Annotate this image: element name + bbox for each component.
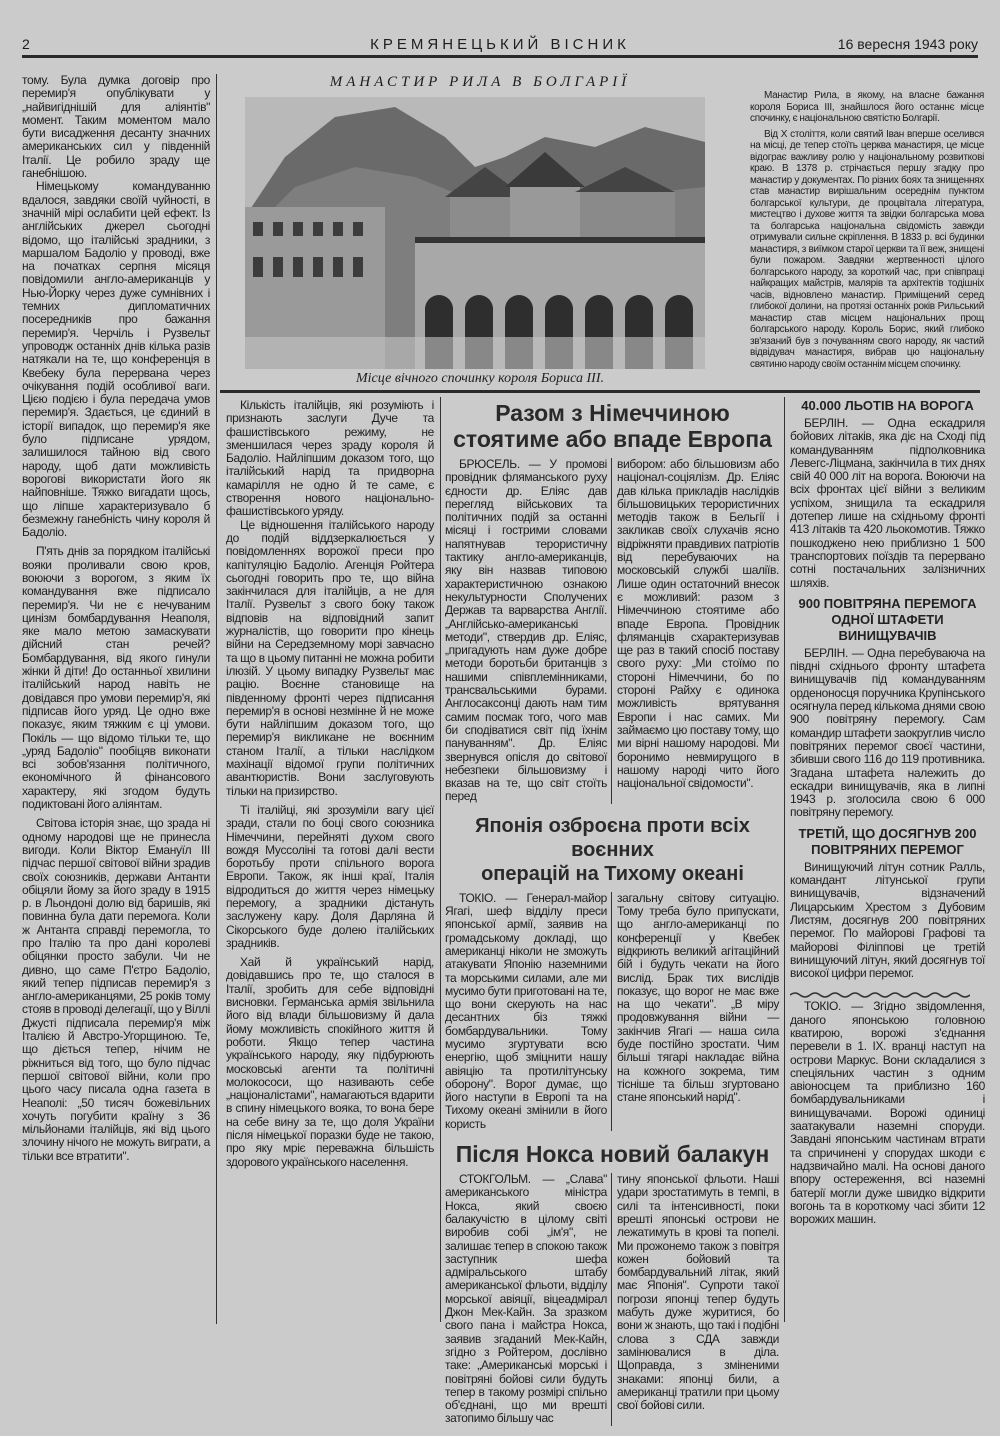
news-headline: ТРЕТІЙ, ЩО ДОСЯГНУВ 200 ПОВІТРЯНИХ ПЕРЕМОГ — [798, 825, 977, 857]
news-block — [790, 596, 985, 820]
column-divider — [784, 397, 785, 1322]
paragraph: Хай й український нарід, довідавшись про те, що сталося в Італії, зробить для себе відповідні висновки. Германська армія звільнила його від влади більшовизму й дала йому можливість спокійного життя й роботи. Якщо тепер частина українського народу, яку підбурюють московські агенти та політичні молокососи, що називають себе „націоналістами", намагаються вдарити в спину німецького вояка, то вона бере на себе вину за те, що доля України після німецької поразки буде не такою, про яку мріє переважна більшість здорового українського населення. — [226, 955, 434, 1169]
article-column — [611, 458, 779, 804]
paragraph: БРЮСЕЛЬ. — У промові провідник фляманського руху єдности др. Еліяс дав перегляд військових та політичних подій за останні місяці і гострими словами напятнував терористичну тактику англо-американців, яку він назвав типовою характеристичною ознакою некультурности Сполучених Держав та варварства Англії. „Англійсько-американські методи", ствердив др. Еліяс, „пригадують нам дуже добре методи боротьби британців з нашими співплемінниками, трансвальськими бурами. Англосаксонці дають нам тим самим посмак того, чого мав би сподіватися світ під їхнім пануванням". Др. Еліяс звернувся опісля до світової небезпеки більшовизму і вказав на те, що світ стоїть перед — [445, 457, 607, 804]
column-divider — [216, 74, 217, 1324]
headline-line: Японія озброєна проти всіх воєнних — [475, 814, 750, 861]
issue-date: 16 вересня 1943 року — [837, 36, 978, 52]
photo-title: МАНАСТИР РИЛА В БОЛГАРІЇ — [329, 74, 631, 90]
article-headline: Після Нокса новий балакун — [455, 1141, 770, 1168]
paragraph: СТОКГОЛЬМ. — „Слава" американського міністра Нокса, який своєю балакучістю в цілому світі виробив собі „ім'я", не залишає тепер в спокою також заступник шефа адміральського штабу американської фльоти, відділу морської авіяції, віцеадмірал Джон Мек-Кайн. За зразком свого пана і майстра Нокса, заявив згаданий Мек-Кайн, згідно з Ройтером, дослівно таке: „Американські морські і повітряні бойові сили будуть тепер в такому розмірі спільно об'єднані, що ми врешті затопимо більшу час — [445, 1172, 607, 1426]
right-column — [790, 398, 985, 1232]
news-item — [790, 417, 985, 590]
page-number: 2 — [22, 36, 30, 52]
masthead: КРЕМЯНЕЦЬКИЙ ВІСНИК — [370, 36, 630, 53]
paragraph: Світова історія знає, що зрада ні одному народові ще не принесла вигоди. Коли Віктор Емануїл III підчас першої світової війни зрадив своїх союзників, держави Антанти обіцяли йому за його зраду в 1915 р. в Льондоні долю від баришів, які повинна була дати перемога. Коли ж Антанта справді перемогла, то про Італію та про дані королеві обіцянки просто забули. Чи не дивно, що саме П'єтро Бадоліо, який тепер підписав перемир'я з англо-американцями, 25 років тому стояв в проводі делегації, що у Віллі Джусті підписала перемир'я між Італією й Австро-Угорщиною. Те, що діється тепер, нічим не ріжниться від того, що було підчас першої світової війни, коли про цього часу писала одна газета в Неаполі: „50 тисяч божевільних хочуть погубити країну з 36 мільйонами італійців, які від цього злочину нічого не можуть виграти, а тільки все втратити". — [22, 816, 210, 1163]
headline-line: стоятиме або впаде Европа — [453, 426, 772, 452]
news-item — [790, 1000, 985, 1226]
photo-caption: Місце вічного спочинку короля Бориса III. — [356, 371, 604, 386]
article-headline — [445, 400, 780, 452]
wavy-divider — [790, 986, 985, 996]
article-headline — [445, 814, 780, 886]
paragraph: загальну світову ситуацію. Тому треба було припускати, що англо-американці по конференції у Квебек відкриють великий агітаційний бій і будуть чекати на його вислід. Брак тих вислідів показує, що ворог не має вже на що чекати". „В міру продовжування війни — закінчив Ягагі — наша сила буде постійно зростати. Чим більші тягарі накладає війна на кожного зокрема, тим тісніше та більш згуртовано стане японський нарід". — [617, 890, 779, 1105]
article — [445, 400, 780, 804]
second-column-article — [226, 399, 434, 1169]
paragraph: тину японської фльоти. Наші удари зростатимуть в темпі, в силі та інтенсивності, поки врешті японські острови не лежатимуть в крові та попелі. Ми прожонемо також з повітря кожен бойовий та бомбардувальний літак, який має Японія". Супроти такої погрози японці тепер будуть мабуть дуже журитися, бо вони ж знають, що такі і подібні слова з СДА завжди замінювалися в діла. Щоправда, з зміненими знаками: японці били, а американці тратили при цьому свої бойові сили. — [617, 1172, 779, 1413]
article-column — [611, 892, 779, 1131]
news-block — [790, 826, 985, 981]
news-item — [790, 861, 985, 981]
paragraph: Німецькому командуванню вдалося, завдяки своїй чуйності, в значній мірі ослабити цей ефект. Із англійських джерел сьогодні відомо, що італійські зрадники, з маршалом Бадоліо у проводі, вже на початках серпня місяця повідомили англо-американців у Нью-Йорку через дуже сумнівних і темних дипломатичних посередників про бажання перемир'я. Черчіль і Рузвельт упроводж останніх днів кілька разів натякали на те, що конференція в Квебеку була перервана через очікування подій особливої ваги. Цією подією і була передача умов перемир'я. Здається, це єдиний в історії випадок, що перемир'я яке було підписане урядом, залишилося тайною від свого народу, щоб дати можливість ворогові використати його як найповніше. Тяжко вигадати щось, що ліпше характеризувало б безмежну ганебність чину короля й Бадоліо. — [22, 179, 210, 540]
news-headline: 900 ПОВІТРЯНА ПЕРЕМОГА ОДНОЇ ШТАФЕТИ ВИНИЩУВАЧІВ — [798, 595, 977, 643]
paragraph: ТОКІО. — Генерал-майор Ягагі, шеф відділу преси японської армії, заявив на громадському докладі, що американці ніколи не зможуть атакувати Японію наземними та морськими силами, але ми мусимо бути приготовані на те, що вони скерують на нас десантних біз тяжкі бомбардувальники. Тому мусимо згуртувати всю енергію, щоб зміцнити нашу авіяцію та протилітунську оборону". Ворог думає, що його наступи в Европі та на Тихому океані змінили в його користь — [445, 890, 607, 1131]
article — [445, 1141, 780, 1426]
article — [445, 814, 780, 1131]
paragraph: Кількість італійців, які розуміють і признають заслуги Дуче та фашистівського режиму, не зменшилася через зраду короля й Бадоліо. Найліпшим доказом того, що італійський нарід та придворна камарілля не одно й те саме, є створення нового національно-фашистівського уряду. — [226, 398, 434, 519]
paragraph: Це відношення італійського народу до подій віддзеркалюється у повідомленнях ворожої преси про капітуляцію Бадоліо. Агенція Ройтера сьогодні говорить про те, що війна закінчилася для італійців, а не для Італії. Рузвельт з свого боку також відповів на відповідний запит журналістів, що говорити про кінець війни на Середземному морі завчасно та що в цьому питанні не можна робити ілюзій. У цьому випадку Рузвельт має рацію. Воєнне становище на південному фронті через підписання перемир'я в основі незмінне й не може бути найліпшим доказом того, що перемир'я викликане не воєнним станом Італії, а тільки наслідком махінації відомої групи політичних авантюристів. Вони заслуговують тільки на призирство. — [226, 517, 434, 798]
paragraph: БЕРЛІН. — Одна ескадриля бойових літаків, яка діє на Сході під командуванням підполковника Левегс-Ліцмана, закінчила в тих днях свій 40 000 літ на ворога. Воюючи на всіх фронтах цієї війни з великим успіхом, знищила та ескадриля дотепер лише на східньому фронті 413 літаків та 420 льокомотив. Тяжко пошкоджено нею приблизно 1 500 транспортових поїздів та перервано сотні постачальних залізничних шляхів. — [790, 416, 985, 590]
monastery-article — [750, 90, 984, 370]
paragraph: П'ять днів за порядком італійські вояки проливали свою кров, воюючи з ворогом, з яким їх командування вже підписало перемир'я. Чи не є нечуваним цинізм бомбардування Неаполя, яке мало метою замаскувати дійсний стан речей? Бомбардування, від якого гинули жінки й діти! До останньої хвилини італійський народ навіть не довідався про умови перемир'я, які підписав його уряд. Це одно вже показує, яким тяжким є ці умови. Покіль — що відомо тільки те, що „уряд Бадоліо" пообіцяв виконати всі зобов'язання політичного, економічного й фінансового характеру, які згодом будуть подиктовані його аліянтам. — [22, 544, 210, 812]
article-column — [445, 1173, 607, 1426]
headline-line: Разом з Німеччиною — [495, 400, 730, 426]
paragraph: вибором: або більшовизм або націонал-соціялізм. Др. Еліяс дав кілька прикладів наслідків більшовицьких терористичних методів також в Бельгії і закликав своїх слухачів ясно відріжняти правдивих патріотів від перебуваючих на московській службі шаліїв. Лише один остаточний внесок є можливий: разом з Німеччиною стоятиме або впаде Европа. Провідник фляманців схарактеризував ще раз в такий спосіб поставу свого руху: „Ми стоїмо по стороні Німеччини, бо по стороні Райху є одинока можливість врятування Европи і нас самих. Ми займаємо цю поставу тому, що ми вірні нашому народові. Ми боронимо невмирущого в нашому народі чито його національної свідомости". — [617, 457, 779, 791]
paragraph: Винищуючий літун сотник Ралль, командант літунської групи винищувачів, відзначений Лицарським Хрестом з Дубовим Листям, досягнув 200 повітряних перемог. По майорові Графові та майорові Філіппові це третій винищуючий літун, який досягнув тої високої цифри перемог. — [790, 859, 985, 981]
headline-line: операцій на Тихому океані — [481, 862, 744, 885]
paragraph: БЕРЛІН. — Одна перебуваюча на півдні східнього фронту штафета винищувачів під командуванням орденоносця поручника Крупінського осягнула перед кількома днями свою 900 повітряну перемогу. Сам командир штафети заокруглив число повітряних перемог своєї частини, збивши свого 116 до 119 противника. Згадана штафета належить до ескадри винищувачів, яка в липні 1943 р. зголосила свою 6 000 повітряну перемогу. — [790, 645, 985, 820]
paragraph: Ті італійці, які зрозуміли вагу цієї зради, стали по боці свого союзника Німеччини, перейняті духом свого вождя Муссоліні та готові далі вести боротьбу проти спільного ворога Европи. Також, як інші краї, Італія відродиться до життя через німецьку перемогу, а зрадники дістануть заслужену кару. Доля Дарляна й Сікорського буде долею італійських зрадників. — [226, 802, 434, 950]
paragraph: Від X століття, коли святий Іван вперше оселився на місці, де тепер стоїть церква манастиря, це місце відограє важливу ролю у національному розвиткові краю. В 1378 р. стрічається першу згадку про манастир у документах. По різних боях та знищеннях став манастир вирішальним осереднім пунктом болгарської культури, де процвітала література, мистецтво і духове життя та звідки болгарська мова та болгарська національна свідомість завжди отримували сильне скріплення. В 1833 р. всі будинки манастиря, з виїмком старої церкви та її веж, знищені були пожаром. Завдяки жертвенності цілого болгарського народу, за короткий час, при співпраці найкращих майстрів, малярів та архітектів тодішніх часів, відновлено манастир. Приміщений серед глибокої долини, на протязі останніх років Рильський манастир став місцем національних прощ болгарського народу. Король Борис, який глибоко зв'язаний був з почуванням свого народу, як частий відвідувач манастиря, вибрав цю національну святиню народу своїм останнім місцем спочинку. — [750, 128, 984, 370]
left-column-article — [22, 74, 210, 1163]
paragraph: ТОКІО. — Згідно звідомлення, даного японською головною кватирою, ворожі з'єднання перевели в 1. IX. вранці наступ на острови Маркус. Вони складалися з спеціяльних частин з одним авіоносцем та приблизно 160 бомбардувальниками і винищувачами. Ворожі одиниці заатакували наземні споруди. Завдані японським частинам втрати та спричинені у спорудах шкоди є надзвичайно малі. На основі даного впору остереження, всі наземні батерії могли дуже швидко відкрити вогонь та в короткому часі збити 12 ворожих машин. — [790, 999, 985, 1227]
paragraph: Манастир Рила, в якому, на власне бажання короля Бориса III, знайшлося його останнє місце спочинку, є національною святістю Болгарії. — [750, 90, 984, 124]
news-headline: 40.000 ЛЬОТІВ НА ВОРОГА — [801, 398, 974, 413]
article-column — [611, 1173, 779, 1426]
article-column — [445, 892, 607, 1131]
news-item — [790, 647, 985, 820]
column-divider — [440, 397, 441, 1322]
monastery-photo — [245, 97, 705, 369]
central-articles — [445, 400, 780, 1436]
header-rule — [22, 55, 978, 58]
section-rule — [220, 390, 980, 393]
article-column — [445, 458, 607, 804]
news-block — [790, 398, 985, 590]
paragraph: тому. Була думка договір про перемир'я опублікувати у „найвигіднішій для аліянтів" момент. Таким моментом мало бути висадження десанту значних американських сил у південній Італії. Це робило зраду ще ганебнішою. — [22, 73, 210, 181]
